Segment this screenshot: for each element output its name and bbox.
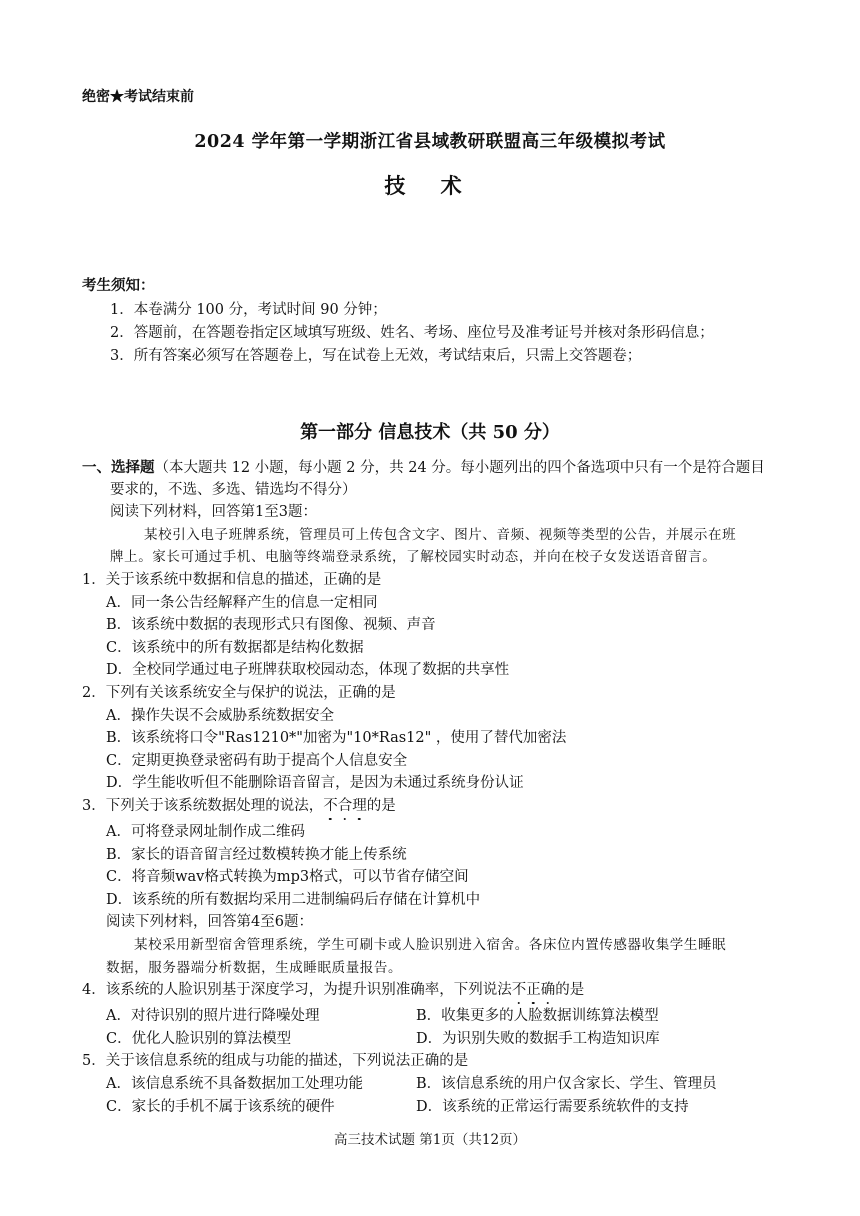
q2-stem: 2．下列有关该系统安全与保护的说法，正确的是 bbox=[82, 685, 396, 701]
q5-option-d: D．该系统的正常运行需要系统软件的支持 bbox=[416, 1099, 689, 1115]
emphasis-char: 确 bbox=[540, 982, 556, 998]
q5-option-c: C．家长的手机不属于该系统的硬件 bbox=[106, 1099, 335, 1115]
q2-option-a: A．操作失误不会威胁系统数据安全 bbox=[106, 708, 334, 724]
q4-option-b: B．收集更多的人脸数据训练算法模型 bbox=[416, 1008, 659, 1024]
part1-instruction-text: （本大题共 12 小题，每小题 2 分，共 24 分。每小题列出的四个备选项中只有一个是符合题目 bbox=[154, 460, 765, 476]
material-2-line-1: 某校采用新型宿舍管理系统，学生可刷卡或人脸识别进入宿舍。各床位内置传感器收集学生睡眠 bbox=[134, 937, 727, 953]
emphasis-char: 正 bbox=[526, 982, 541, 998]
q3-emphasis bbox=[323, 798, 367, 814]
q3-option-c: C．将音频wav格式转换为mp3格式，可以节省存储空间 bbox=[106, 869, 469, 885]
q2-option-b: B．该系统将口令"Ras1210*"加密为"10*Ras12" ，使用了替代加密法 bbox=[106, 730, 567, 746]
q3-stem-post: 的是 bbox=[366, 798, 396, 814]
material-1-line-2: 牌上。家长可通过手机、电脑等终端登录系统，了解校园实时动态，并向在校子女发送语音留言。 bbox=[110, 549, 717, 565]
emphasis-char: 理 bbox=[352, 798, 367, 814]
q3-option-d: D．该系统的所有数据均采用二进制编码后存储在计算机中 bbox=[106, 892, 481, 908]
q1-option-a: A．同一条公告经解释产生的信息一定相同 bbox=[106, 595, 378, 611]
emphasis-char: 合 bbox=[337, 798, 353, 814]
q4-option-a: A．对待识别的照片进行降噪处理 bbox=[106, 1008, 320, 1024]
part1-instruction bbox=[82, 456, 765, 477]
emphasis-char: 不 bbox=[323, 798, 338, 814]
notice-heading: 考生须知： bbox=[82, 277, 155, 294]
q1-option-b: B．该系统中数据的表现形式只有图像、视频、声音 bbox=[106, 617, 436, 633]
notice-item-3: 3．所有答案必须写在答题卷上，写在试卷上无效，考试结束后，只需上交答题卷； bbox=[110, 348, 642, 364]
notice-item-2: 2．答题前，在答题卷指定区域填写班级、姓名、考场、座位号及准考证号并核对条形码信息； bbox=[110, 325, 714, 341]
material-1-line-1: 某校引入电子班牌系统，管理员可上传包含文字、图片、音频、视频等类型的公告，并展示在班 bbox=[144, 527, 737, 543]
secret-mark: 绝密★考试结束前 bbox=[82, 89, 194, 105]
notice-item-1: 1．本卷满分 100 分，考试时间 90 分钟； bbox=[110, 302, 387, 318]
q4-emphasis bbox=[512, 982, 556, 998]
q3-option-b: B．家长的语音留言经过数模转换才能上传系统 bbox=[106, 847, 407, 863]
q1-option-d: D．全校同学通过电子班牌获取校园动态，体现了数据的共享性 bbox=[106, 662, 510, 678]
q5-stem: 5．关于该信息系统的组成与功能的描述，下列说法正确的是 bbox=[82, 1053, 469, 1069]
q4-stem-pre: 4．该系统的人脸识别基于深度学习，为提升识别准确率，下列说法 bbox=[82, 982, 512, 998]
q3-stem-pre: 3．下列关于该系统数据处理的说法， bbox=[82, 798, 324, 814]
part1-label: 一、选择题 bbox=[82, 459, 155, 476]
q1-stem: 1．关于该系统中数据和信息的描述，正确的是 bbox=[82, 572, 382, 588]
q3-stem bbox=[82, 794, 396, 815]
q5-option-a: A．该信息系统不具备数据加工处理功能 bbox=[106, 1076, 363, 1092]
material-2-prompt: 阅读下列材料，回答第4至6题： bbox=[106, 914, 313, 930]
q3-option-a: A．可将登录网址制作成二维码 bbox=[106, 824, 305, 840]
q2-option-d: D．学生能收听但不能删除语音留言，是因为未通过系统身份认证 bbox=[106, 775, 524, 791]
q2-option-c: C．定期更换登录密码有助于提高个人信息安全 bbox=[106, 753, 408, 769]
material-1-prompt: 阅读下列材料，回答第1至3题： bbox=[110, 504, 317, 520]
page-footer: 高三技术试题 第1页（共12页） bbox=[333, 1132, 527, 1148]
q5-option-b: B．该信息系统的用户仅含家长、学生、管理员 bbox=[416, 1076, 717, 1092]
q4-option-c: C．优化人脸识别的算法模型 bbox=[106, 1031, 292, 1047]
emphasis-char: 不 bbox=[511, 982, 527, 998]
q4-option-d: D．为识别失败的数据手工构造知识库 bbox=[416, 1031, 660, 1047]
material-2-line-2: 数据，服务器端分析数据，生成睡眠质量报告。 bbox=[106, 960, 403, 976]
q4-stem-post: 的是 bbox=[555, 982, 585, 998]
part1-instruction-cont: 要求的，不选、多选、错选均不得分） bbox=[110, 482, 357, 498]
q1-option-c: C．该系统中的所有数据都是结构化数据 bbox=[106, 640, 364, 656]
exam-title: 2024 学年第一学期浙江省县域教研联盟高三年级模拟考试 bbox=[194, 132, 666, 152]
subject-title: 技 术 bbox=[384, 173, 476, 198]
section-title: 第一部分 信息技术（共 50 分） bbox=[300, 422, 560, 443]
q4-stem bbox=[82, 978, 584, 999]
